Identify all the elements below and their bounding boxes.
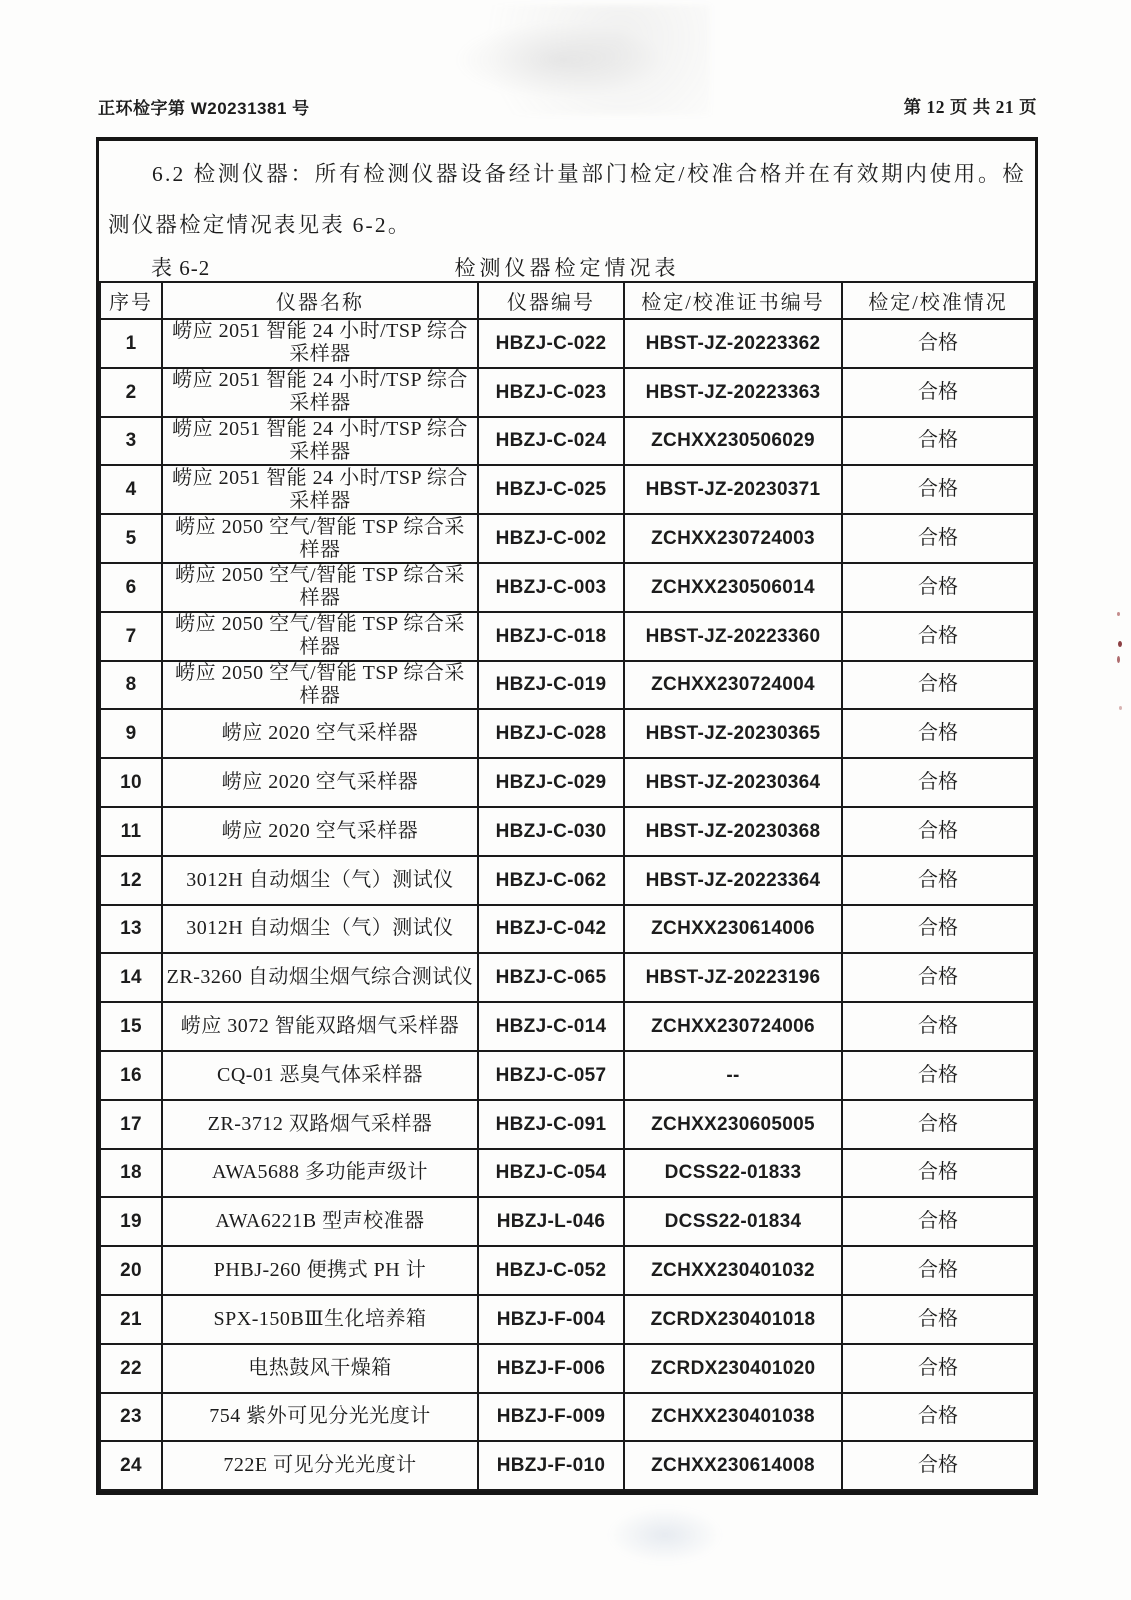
cell-no: 20	[100, 1246, 162, 1295]
cell-code: HBZJ-C-062	[478, 856, 624, 905]
cell-cert: HBST-JZ-20223362	[624, 319, 842, 368]
cell-code: HBZJ-C-029	[478, 758, 624, 807]
cell-no: 5	[100, 514, 162, 563]
column-header-code: 仪器编号	[478, 282, 624, 319]
cell-status: 合格	[842, 709, 1034, 758]
cell-code: HBZJ-C-003	[478, 563, 624, 612]
cell-code: HBZJ-C-022	[478, 319, 624, 368]
table-row	[100, 1246, 1034, 1295]
cell-no: 19	[100, 1197, 162, 1246]
cell-no: 21	[100, 1295, 162, 1344]
cell-code: HBZJ-F-006	[478, 1344, 624, 1393]
page-header	[98, 94, 1037, 119]
cell-status: 合格	[842, 661, 1034, 710]
cell-name: 崂应 2020 空气采样器	[162, 807, 478, 856]
cell-code: HBZJ-L-046	[478, 1197, 624, 1246]
cell-status: 合格	[842, 905, 1034, 954]
cell-name: 崂应 2050 空气/智能 TSP 综合采样器	[162, 612, 478, 661]
cell-name: 崂应 2050 空气/智能 TSP 综合采样器	[162, 563, 478, 612]
cell-status: 合格	[842, 1100, 1034, 1149]
cell-cert: HBST-JZ-20230364	[624, 758, 842, 807]
cell-no: 17	[100, 1100, 162, 1149]
cell-no: 18	[100, 1149, 162, 1198]
cell-no: 16	[100, 1051, 162, 1100]
cell-cert: DCSS22-01834	[624, 1197, 842, 1246]
table-header-row	[100, 282, 1034, 319]
instrument-verification-table	[99, 281, 1035, 1491]
cell-code: HBZJ-C-065	[478, 953, 624, 1002]
cell-status: 合格	[842, 856, 1034, 905]
cell-no: 13	[100, 905, 162, 954]
cell-name: ZR-3260 自动烟尘烟气综合测试仪	[162, 953, 478, 1002]
cell-no: 3	[100, 417, 162, 466]
cell-status: 合格	[842, 368, 1034, 417]
cell-code: HBZJ-C-054	[478, 1149, 624, 1198]
cell-status: 合格	[842, 319, 1034, 368]
red-ink-speck	[1119, 706, 1122, 710]
cell-no: 14	[100, 953, 162, 1002]
column-header-status: 检定/校准情况	[842, 282, 1034, 319]
cell-name: 崂应 3072 智能双路烟气采样器	[162, 1002, 478, 1051]
cell-status: 合格	[842, 953, 1034, 1002]
cell-status: 合格	[842, 1344, 1034, 1393]
cell-code: HBZJ-C-030	[478, 807, 624, 856]
cell-code: HBZJ-C-023	[478, 368, 624, 417]
cell-name: 崂应 2051 智能 24 小时/TSP 综合采样器	[162, 417, 478, 466]
cell-name: 崂应 2020 空气采样器	[162, 709, 478, 758]
cell-no: 6	[100, 563, 162, 612]
cell-status: 合格	[842, 563, 1034, 612]
table-row	[100, 709, 1034, 758]
cell-cert: ZCHXX230605005	[624, 1100, 842, 1149]
cell-cert: HBST-JZ-20223196	[624, 953, 842, 1002]
cell-cert: HBST-JZ-20230371	[624, 465, 842, 514]
red-ink-speck	[1117, 612, 1120, 616]
cell-status: 合格	[842, 807, 1034, 856]
table-row	[100, 1149, 1034, 1198]
cell-no: 7	[100, 612, 162, 661]
cell-cert: DCSS22-01833	[624, 1149, 842, 1198]
cell-name: 崂应 2051 智能 24 小时/TSP 综合采样器	[162, 319, 478, 368]
content-box	[96, 137, 1038, 1495]
cell-code: HBZJ-F-010	[478, 1441, 624, 1490]
cell-cert: ZCHXX230724006	[624, 1002, 842, 1051]
section-intro-paragraph: 6.2 检测仪器：所有检测仪器设备经计量部门检定/校准合格并在有效期内使用。检测仪器检定情况表见表 6-2。	[108, 162, 1026, 237]
cell-no: 23	[100, 1393, 162, 1442]
table-row	[100, 1441, 1034, 1490]
cell-name: 崂应 2020 空气采样器	[162, 758, 478, 807]
cell-code: HBZJ-C-019	[478, 661, 624, 710]
table-row	[100, 905, 1034, 954]
cell-status: 合格	[842, 612, 1034, 661]
cell-code: HBZJ-C-014	[478, 1002, 624, 1051]
table-row	[100, 1197, 1034, 1246]
cell-status: 合格	[842, 1295, 1034, 1344]
table-row	[100, 514, 1034, 563]
red-ink-speck	[1117, 656, 1120, 663]
cell-code: HBZJ-C-018	[478, 612, 624, 661]
cell-cert: ZCHXX230614008	[624, 1441, 842, 1490]
instrument-table-body	[100, 319, 1034, 1490]
scan-artifact-bottom	[585, 1495, 745, 1575]
cell-no: 1	[100, 319, 162, 368]
cell-no: 10	[100, 758, 162, 807]
cell-cert: ZCHXX230614006	[624, 905, 842, 954]
red-ink-speck	[1118, 641, 1122, 647]
cell-name: AWA6221B 型声校准器	[162, 1197, 478, 1246]
cell-status: 合格	[842, 1441, 1034, 1490]
cell-code: HBZJ-C-091	[478, 1100, 624, 1149]
cell-no: 15	[100, 1002, 162, 1051]
cell-no: 22	[100, 1344, 162, 1393]
cell-status: 合格	[842, 1051, 1034, 1100]
cell-cert: HBST-JZ-20223364	[624, 856, 842, 905]
column-header-cert: 检定/校准证书编号	[624, 282, 842, 319]
cell-cert: ZCHXX230724003	[624, 514, 842, 563]
table-row	[100, 1100, 1034, 1149]
table-row	[100, 563, 1034, 612]
cell-status: 合格	[842, 1246, 1034, 1295]
table-row	[100, 1051, 1034, 1100]
cell-name: ZR-3712 双路烟气采样器	[162, 1100, 478, 1149]
cell-cert: ZCHXX230506014	[624, 563, 842, 612]
table-caption-title: 检测仪器检定情况表	[454, 256, 680, 280]
table-row	[100, 612, 1034, 661]
cell-cert: ZCRDX230401020	[624, 1344, 842, 1393]
column-header-no: 序号	[100, 282, 162, 319]
table-row	[100, 807, 1034, 856]
cell-cert: ZCHXX230401038	[624, 1393, 842, 1442]
cell-cert: ZCHXX230724004	[624, 661, 842, 710]
cell-status: 合格	[842, 417, 1034, 466]
cell-code: HBZJ-F-009	[478, 1393, 624, 1442]
cell-name: 电热鼓风干燥箱	[162, 1344, 478, 1393]
cell-no: 12	[100, 856, 162, 905]
cell-code: HBZJ-C-002	[478, 514, 624, 563]
cell-name: AWA5688 多功能声级计	[162, 1149, 478, 1198]
cell-status: 合格	[842, 758, 1034, 807]
column-header-name: 仪器名称	[162, 282, 478, 319]
cell-name: CQ-01 恶臭气体采样器	[162, 1051, 478, 1100]
cell-status: 合格	[842, 465, 1034, 514]
cell-no: 24	[100, 1441, 162, 1490]
cell-status: 合格	[842, 514, 1034, 563]
table-caption-label: 表 6-2	[151, 256, 211, 280]
cell-name: 崂应 2050 空气/智能 TSP 综合采样器	[162, 514, 478, 563]
cell-code: HBZJ-F-004	[478, 1295, 624, 1344]
cell-name: 3012H 自动烟尘（气）测试仪	[162, 905, 478, 954]
table-row	[100, 953, 1034, 1002]
cell-cert: HBST-JZ-20230368	[624, 807, 842, 856]
cell-cert: HBST-JZ-20223360	[624, 612, 842, 661]
table-row	[100, 856, 1034, 905]
table-row	[100, 661, 1034, 710]
cell-no: 9	[100, 709, 162, 758]
cell-no: 8	[100, 661, 162, 710]
cell-name: 722E 可见分光光度计	[162, 1441, 478, 1490]
cell-cert: HBST-JZ-20223363	[624, 368, 842, 417]
document-number: 正环检字第 W20231381 号	[98, 99, 310, 118]
table-row	[100, 1344, 1034, 1393]
cell-code: HBZJ-C-052	[478, 1246, 624, 1295]
cell-name: 崂应 2051 智能 24 小时/TSP 综合采样器	[162, 368, 478, 417]
cell-no: 4	[100, 465, 162, 514]
cell-cert: ZCHXX230506029	[624, 417, 842, 466]
cell-status: 合格	[842, 1393, 1034, 1442]
table-row	[100, 319, 1034, 368]
cell-name: 754 紫外可见分光光度计	[162, 1393, 478, 1442]
table-row	[100, 758, 1034, 807]
cell-name: PHBJ-260 便携式 PH 计	[162, 1246, 478, 1295]
cell-cert: HBST-JZ-20230365	[624, 709, 842, 758]
cell-status: 合格	[842, 1002, 1034, 1051]
cell-no: 11	[100, 807, 162, 856]
table-row	[100, 465, 1034, 514]
table-row	[100, 368, 1034, 417]
page-indicator: 第 12 页 共 21 页	[903, 97, 1037, 117]
cell-code: HBZJ-C-025	[478, 465, 624, 514]
cell-code: HBZJ-C-028	[478, 709, 624, 758]
cell-cert: --	[624, 1051, 842, 1100]
table-row	[100, 1002, 1034, 1051]
cell-code: HBZJ-C-024	[478, 417, 624, 466]
cell-status: 合格	[842, 1149, 1034, 1198]
cell-name: 崂应 2050 空气/智能 TSP 综合采样器	[162, 661, 478, 710]
cell-cert: ZCHXX230401032	[624, 1246, 842, 1295]
cell-name: 崂应 2051 智能 24 小时/TSP 综合采样器	[162, 465, 478, 514]
table-row	[100, 1393, 1034, 1442]
cell-name: SPX-150BⅢ生化培养箱	[162, 1295, 478, 1344]
cell-cert: ZCRDX230401018	[624, 1295, 842, 1344]
cell-status: 合格	[842, 1197, 1034, 1246]
cell-no: 2	[100, 368, 162, 417]
cell-name: 3012H 自动烟尘（气）测试仪	[162, 856, 478, 905]
cell-code: HBZJ-C-057	[478, 1051, 624, 1100]
table-row	[100, 1295, 1034, 1344]
table-row	[100, 417, 1034, 466]
cell-code: HBZJ-C-042	[478, 905, 624, 954]
table-caption	[99, 252, 1035, 281]
